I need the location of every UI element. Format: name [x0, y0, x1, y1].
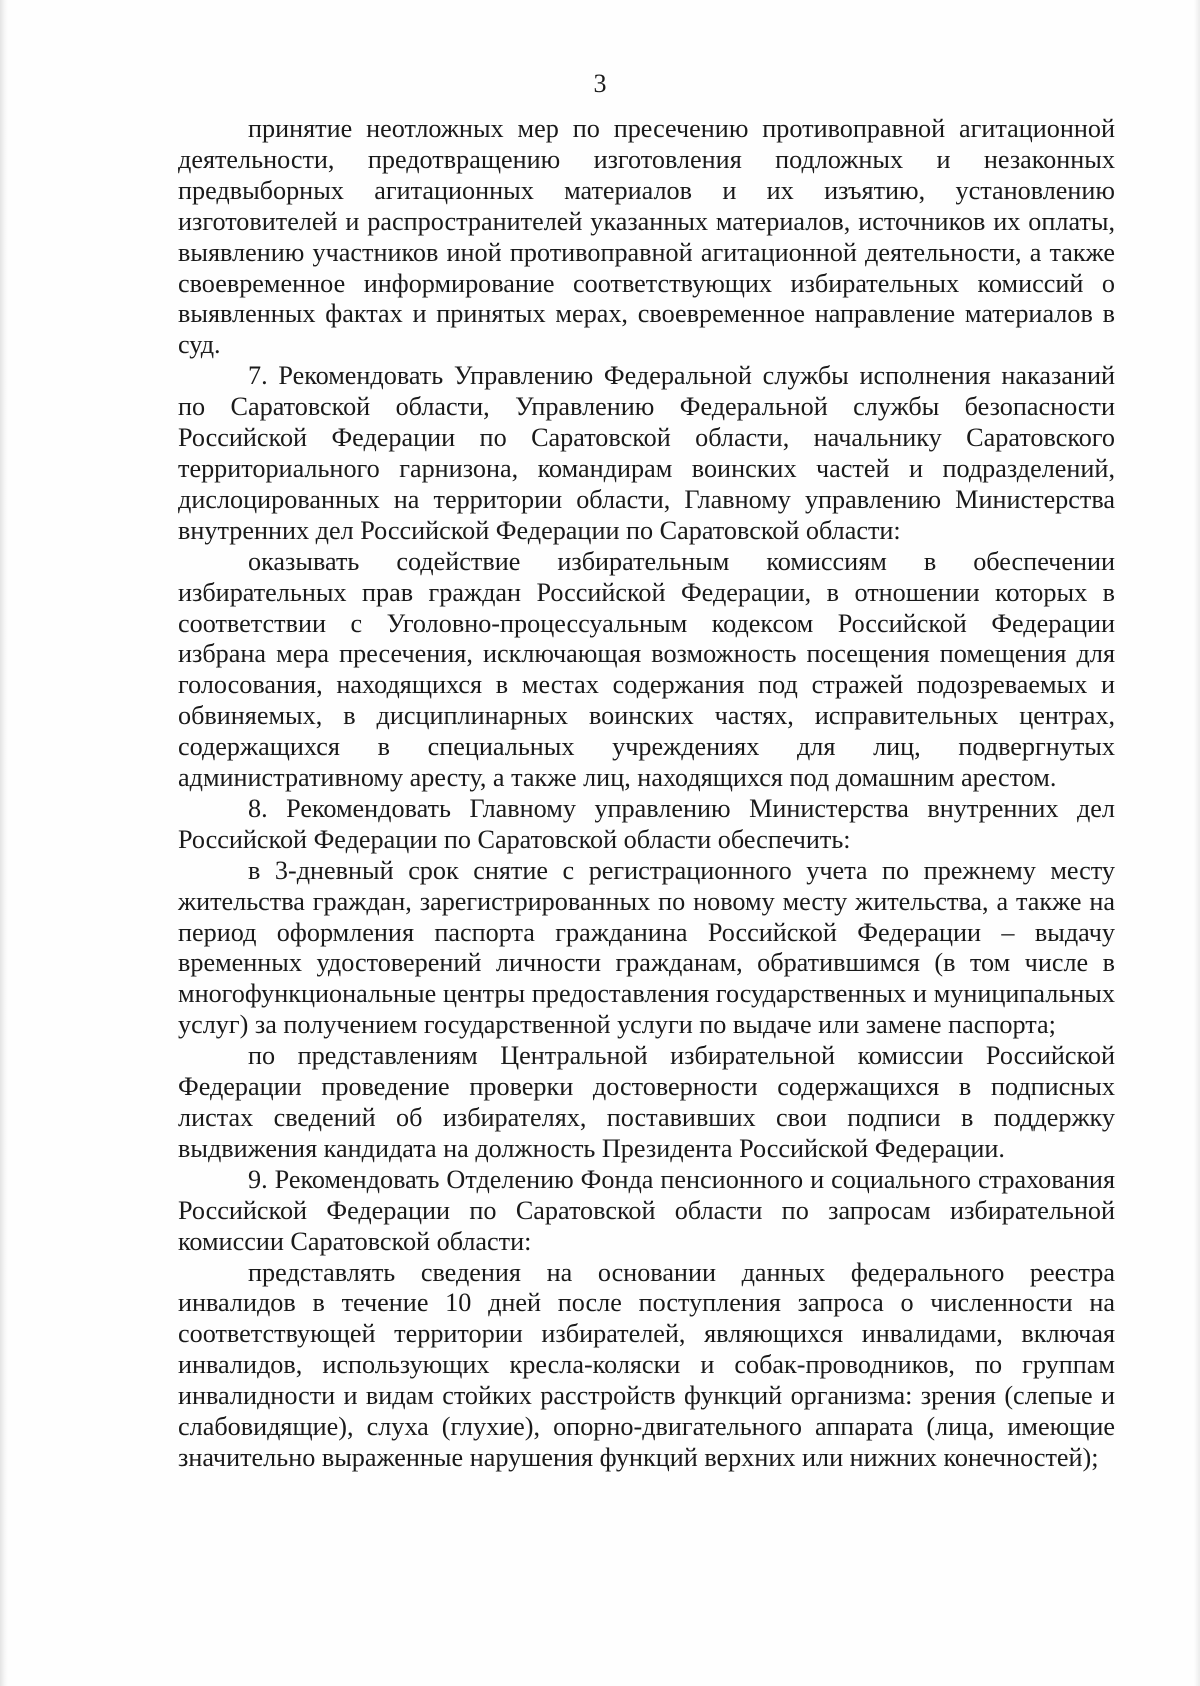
- paragraph-item-7: 7. Рекомендовать Управлению Федеральной службы исполнения наказаний по Саратовской области, Управлению Федеральной службы безопасности Российской Федерации по Саратовской области, начальнику Саратовского территориального гарнизона, командирам воинских частей и подразделений, дислоцированных на территории области, Главному управлению Министерства внутренних дел Российской Федерации по Саратовской области:: [178, 361, 1115, 545]
- paragraph-disability-registry: представлять сведения на основании данных федерального реестра инвалидов в течение 10 дней после поступления запроса о численности на соответствующей территории избирателей, являющихся инвалидами, включая инвалидов, использующих кресла-коляски и собак-проводников, по группам инвалидности и видам стойких расстройств функций организма: зрения (слепые и слабовидящие), слуха (глухие), опорно-двигательного аппарата (лица, имеющие значительно выраженные нарушения функций верхних или нижних конечностей);: [178, 1257, 1115, 1472]
- paragraph-agitation-measures: принятие неотложных мер по пресечению противоправной агитационной деятельности, предотвращению изготовления подложных и незаконных предвыборных агитационных материалов и их изъятию, установлению изготовителей и распространителей указанных материалов, источников их оплаты, выявлению участников иной противоправной агитационной деятельности, а также своевременное информирование соответствующих избирательных комиссий о выявленных фактах и принятых мерах, своевременное направление материалов в суд.: [178, 114, 1115, 360]
- scan-edge-right: [1194, 0, 1200, 1686]
- paragraph-signature-verification: по представлениям Центральной избирательной комиссии Российской Федерации проведение проверки достоверности содержащихся в подписных листах сведений об избирателях, поставивших свои подписи в поддержку выдвижения кандидата на должность Президента Российской Федерации.: [178, 1041, 1115, 1163]
- page-number: 3: [593, 69, 607, 98]
- paragraph-item-9: 9. Рекомендовать Отделению Фонда пенсионного и социального страхования Российской Федерации по Саратовской области по запросам избирательной комиссии Саратовской области:: [178, 1164, 1115, 1256]
- paragraph-assist-commissions: оказывать содействие избирательным комиссиям в обеспечении избирательных прав граждан Российской Федерации, в отношении которых в соответствии с Уголовно-процессуальным кодексом Российской Федерации избрана мера пресечения, исключающая возможность посещения помещения для голосования, находящихся в местах содержания под стражей подозреваемых и обвиняемых, в дисциплинарных воинских частях, исправительных центрах, содержащихся в специальных учреждениях для лиц, подвергнутых административному аресту, а также лиц, находящихся под домашним арестом.: [178, 546, 1115, 793]
- scan-edge-left: [0, 0, 8, 1686]
- paragraph-item-8: 8. Рекомендовать Главному управлению Министерства внутренних дел Российской Федерации по Саратовской области обеспечить:: [178, 793, 1115, 854]
- document-body: [178, 114, 1115, 1474]
- paragraph-registration-removal: в 3-дневный срок снятие с регистрационного учета по прежнему месту жительства граждан, зарегистрированных по новому месту жительства, а также на период оформления паспорта гражданина Российской Федерации – выдачу временных удостоверений личности гражданам, обратившимся (в том числе в многофункциональные центры предоставления государственных и муниципальных услуг) за получением государственной услуги по выдаче или замене паспорта;: [178, 855, 1115, 1040]
